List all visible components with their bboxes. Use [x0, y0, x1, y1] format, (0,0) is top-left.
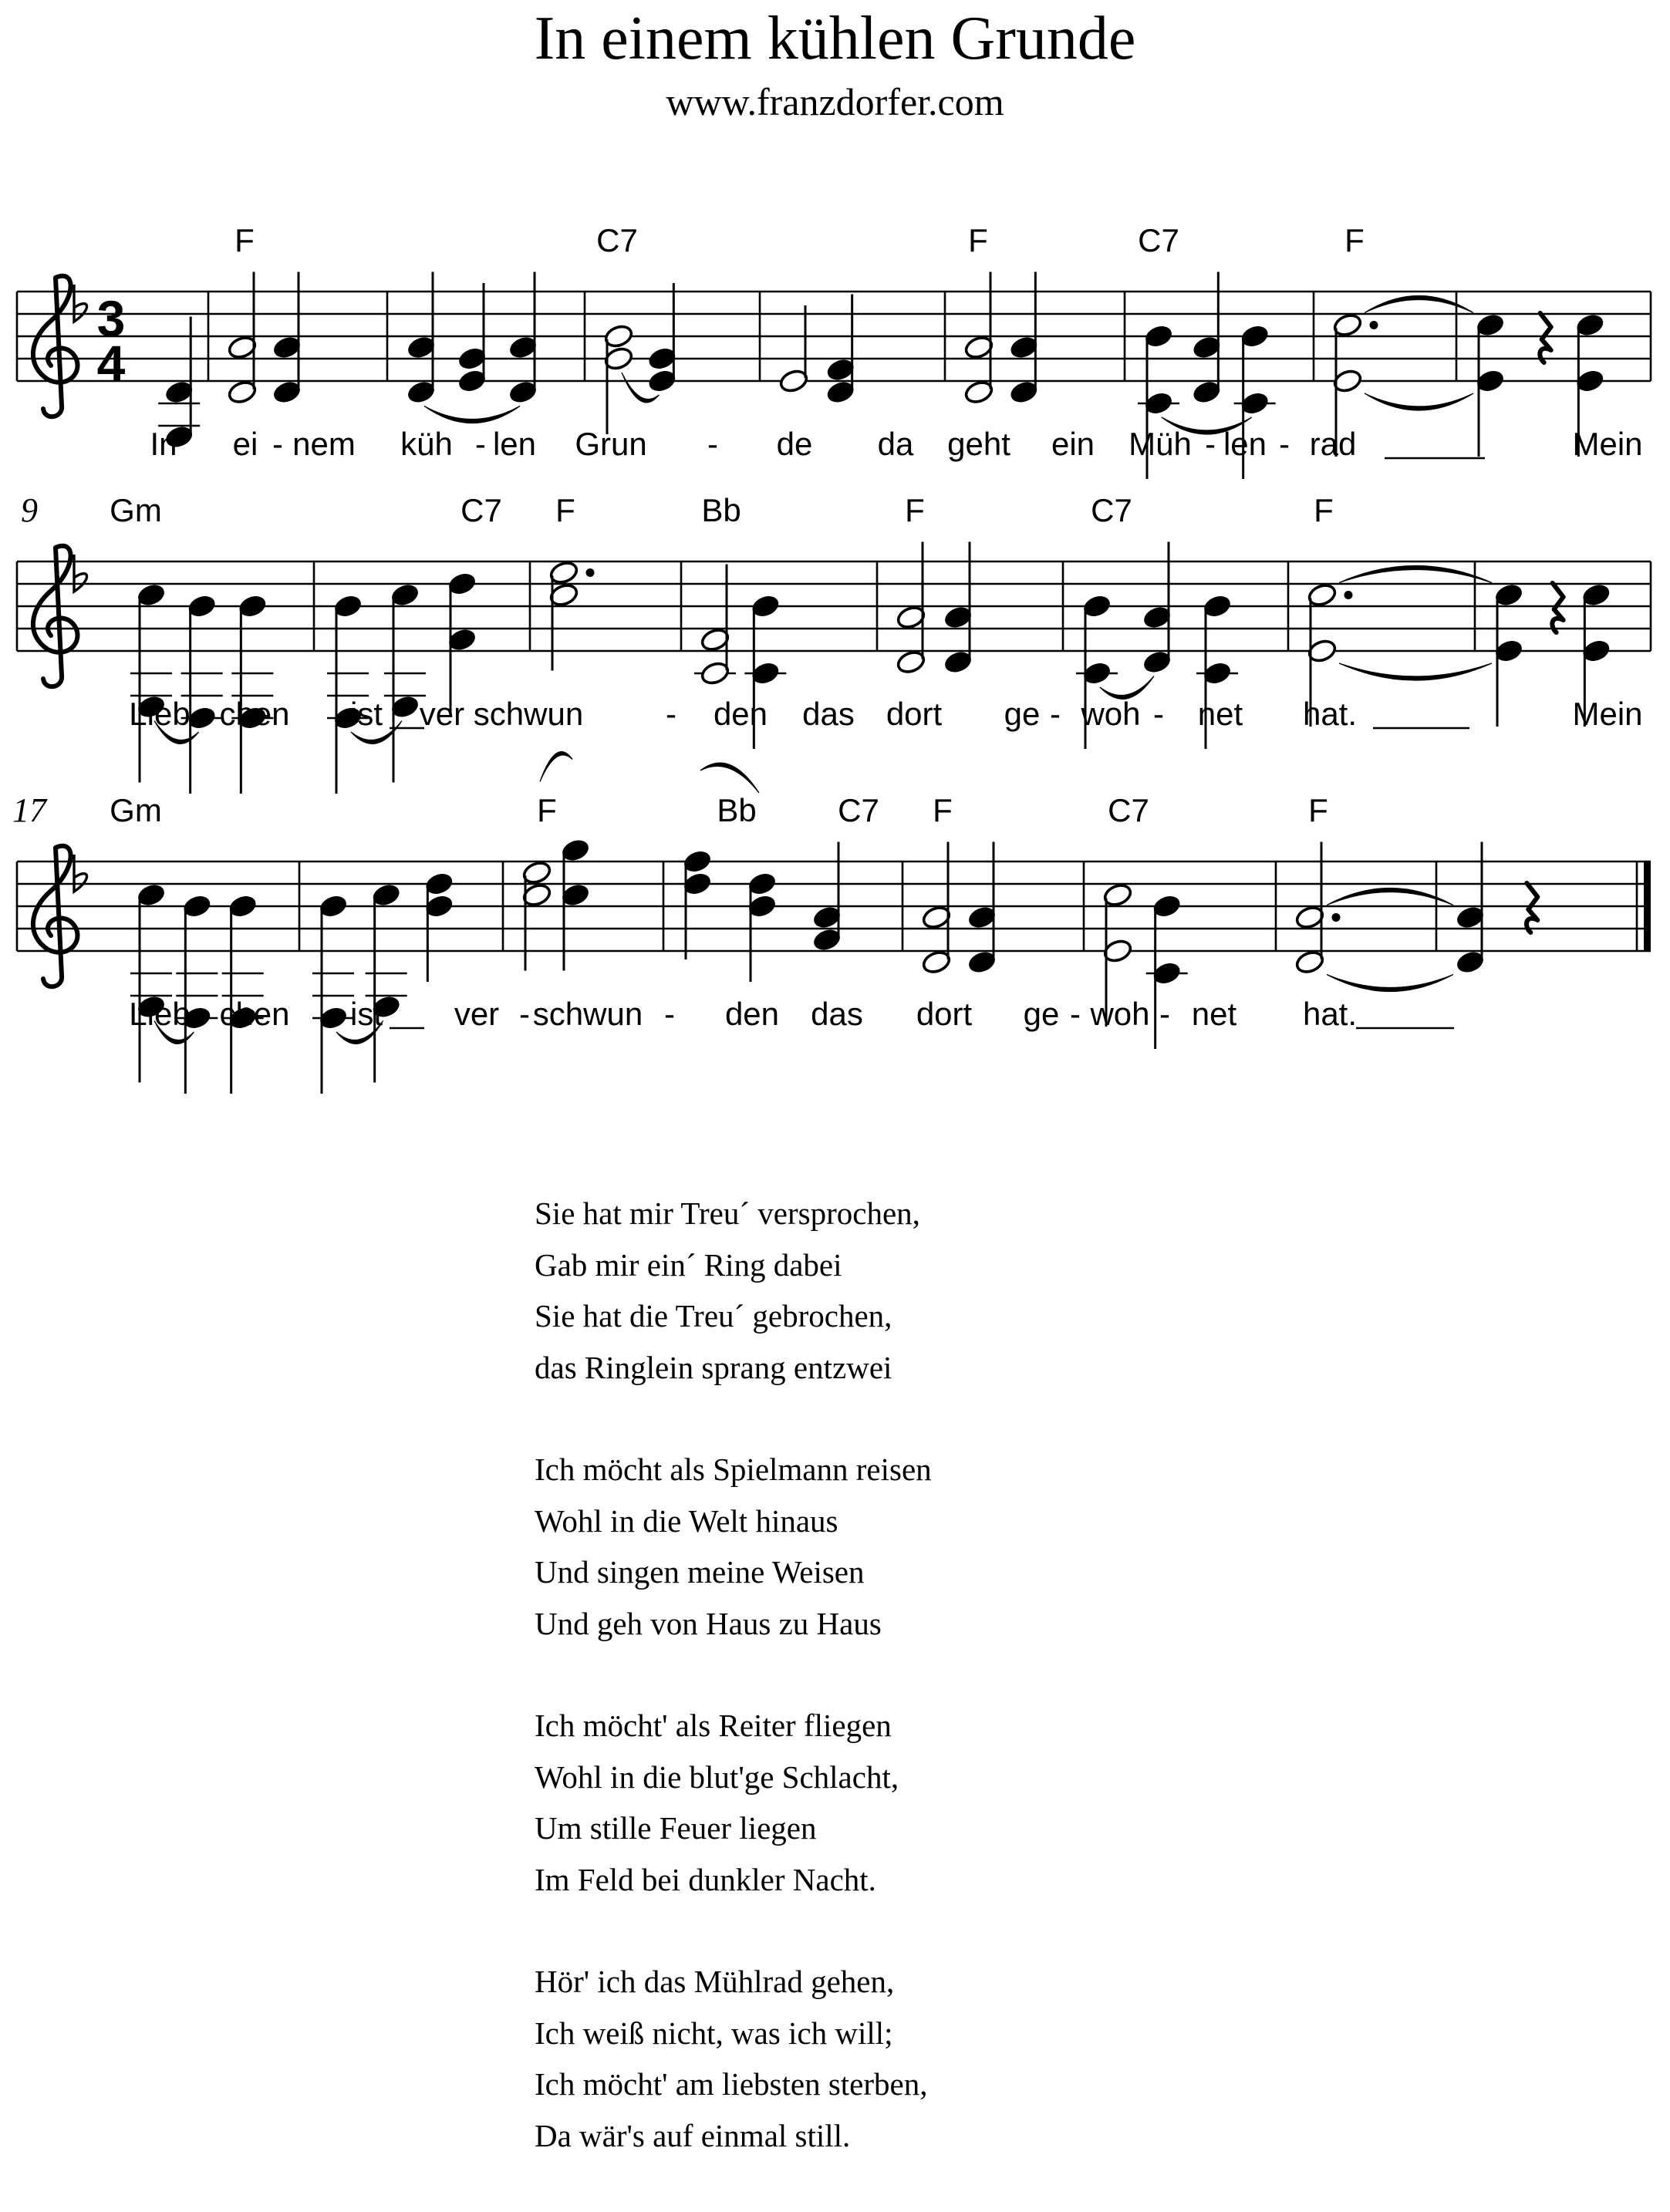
lyric-syllable: nem — [292, 426, 356, 462]
lyric-syllable: len — [492, 426, 537, 462]
lyric-hyphen: - — [1153, 696, 1164, 732]
lyric-syllable: hat. — [1302, 996, 1358, 1032]
lyric-hyphen: - — [1050, 696, 1061, 732]
verse-line: Sie hat mir Treu´ versprochen, — [535, 1195, 920, 1231]
augmentation-dot — [1344, 591, 1353, 599]
lyric-syllable: Mein — [1572, 696, 1643, 732]
lyric-syllable: ver schwun — [419, 696, 584, 732]
slur — [700, 763, 759, 793]
chord-symbol: Bb — [717, 792, 757, 828]
lyric-syllable: schwun — [532, 996, 643, 1032]
quarter-rest — [1552, 583, 1563, 632]
chord-symbol: F — [968, 222, 988, 258]
treble-clef-icon — [33, 846, 78, 986]
flat-icon — [74, 285, 87, 322]
treble-clef-stroke — [33, 276, 78, 416]
lyric-syllable: dort — [916, 996, 973, 1032]
augmentation-dot — [1332, 913, 1341, 922]
verse-line: Und singen meine Weisen — [535, 1554, 865, 1590]
verse-line: Ich möcht' als Reiter fliegen — [535, 1708, 892, 1743]
lyric-hyphen: - — [1070, 996, 1081, 1032]
lyric-syllable: Lieb — [129, 696, 191, 732]
treble-clef-stroke — [33, 846, 78, 986]
lyric-hyphen: - — [475, 426, 486, 462]
lyric-syllable: Lieb — [129, 996, 191, 1032]
lyric-syllable: rad — [1309, 426, 1357, 462]
chord-symbol: F — [537, 792, 557, 828]
treble-clef-icon — [33, 546, 78, 686]
lyric-syllable: Mein — [1572, 426, 1643, 462]
augmentation-dot — [586, 568, 595, 577]
website-subtitle: www.franzdorfer.com — [666, 80, 1004, 123]
lyric-hyphen: - — [1205, 426, 1216, 462]
chord-symbol: C7 — [596, 222, 638, 258]
time-signature-numerator: 3 — [96, 290, 126, 347]
verse-line: Und geh von Haus zu Haus — [535, 1605, 882, 1641]
chord-symbol: F — [555, 492, 575, 528]
verse-line: Wohl in die Welt hinaus — [535, 1502, 838, 1539]
lyric-syllable: da — [877, 426, 914, 462]
chord-symbol: F — [234, 222, 255, 258]
lyric-hyphen: - — [199, 696, 210, 732]
verse-stanza-4 — [535, 1956, 932, 2161]
lyric-hyphen: - — [1159, 996, 1170, 1032]
lyric-syllable: den — [724, 996, 780, 1032]
lyric-hyphen: - — [272, 426, 283, 462]
tie — [1327, 889, 1453, 905]
chord-symbol: C7 — [1091, 492, 1132, 528]
lyric-syllable: küh — [400, 426, 453, 462]
treble-clef-stroke — [33, 546, 78, 686]
lyric-syllable: chen — [219, 696, 290, 732]
lyric-syllable: net — [1197, 696, 1243, 732]
verse-line: Gab mir ein´ Ring dabei — [535, 1246, 842, 1283]
verse-line: Um stille Feuer liegen — [535, 1810, 817, 1846]
verse-line: Hör' ich das Mühlrad gehen, — [535, 1964, 895, 1999]
lyric-hyphen: - — [707, 426, 718, 462]
chord-symbol: C7 — [1108, 792, 1149, 828]
lyric-syllable: chen — [219, 996, 290, 1032]
chord-symbol: F — [1344, 222, 1365, 258]
chord-symbol: F — [1308, 792, 1328, 828]
lyric-syllable: dort — [886, 696, 943, 732]
lyric-syllable: ei — [232, 426, 258, 462]
lyric-hyphen: - — [519, 996, 530, 1032]
lyric-syllable: In — [150, 426, 177, 462]
lyric-syllable: ein — [1051, 426, 1095, 462]
verse-stanza-3 — [535, 1700, 932, 1905]
verse-line: Ich möcht' am liebsten sterben, — [535, 2066, 928, 2102]
lyric-syllable: woh — [1090, 996, 1150, 1032]
verse-line: Da wär's auf einmal still. — [535, 2117, 851, 2153]
chord-symbol: C7 — [461, 492, 502, 528]
lyric-syllable: len — [1223, 426, 1267, 462]
lyric-syllable: ist — [350, 696, 383, 732]
lyric-syllable: net — [1191, 996, 1237, 1032]
lyric-hyphen: - — [1279, 426, 1290, 462]
verse-line: Ich möcht als Spielmann reisen — [535, 1452, 932, 1487]
flat-icon — [74, 855, 87, 892]
lyric-syllable: das — [802, 696, 855, 732]
chord-symbol: F — [905, 492, 925, 528]
lyric-syllable: woh — [1081, 696, 1141, 732]
lyric-syllable: das — [811, 996, 863, 1032]
chord-symbol: Gm — [110, 492, 162, 528]
chord-symbol: F — [933, 792, 953, 828]
chord-symbol: Gm — [110, 792, 162, 828]
lyric-syllable: de — [776, 426, 813, 462]
verse-line: Wohl in die blut'ge Schlacht, — [535, 1758, 899, 1795]
final-barline-thick — [1644, 862, 1651, 951]
tie — [1339, 663, 1492, 680]
verse-line: das Ringlein sprang entzwei — [535, 1349, 892, 1385]
lyric-syllable: geht — [947, 426, 1010, 462]
tie — [1339, 566, 1492, 583]
slur — [424, 406, 520, 423]
chord-symbol: F — [1314, 492, 1334, 528]
treble-clef-icon — [33, 276, 78, 416]
tie — [1327, 975, 1453, 992]
verse-stanza-1 — [535, 1188, 932, 1393]
verses-block — [535, 1188, 932, 2212]
chord-symbol: C7 — [1138, 222, 1179, 258]
tie — [1365, 393, 1473, 410]
verse-line: Ich weiß nicht, was ich will; — [535, 2015, 893, 2051]
verse-stanza-2 — [535, 1444, 932, 1649]
chord-symbol: C7 — [838, 792, 879, 828]
lyric-hyphen: - — [666, 696, 676, 732]
lyric-syllable: ge — [1004, 696, 1041, 732]
time-signature-denominator: 4 — [96, 335, 126, 392]
augmentation-dot — [1370, 321, 1378, 329]
quarter-rest — [1527, 883, 1537, 932]
lyric-syllable: ver — [454, 996, 500, 1032]
lyric-syllable: den — [713, 696, 768, 732]
verse-line: Sie hat die Treu´ gebrochen, — [535, 1298, 892, 1334]
verse-line: Im Feld bei dunkler Nacht. — [535, 1861, 876, 1897]
flat-icon — [74, 555, 87, 592]
lyric-syllable: hat. — [1302, 696, 1358, 732]
lyric-hyphen: - — [199, 996, 210, 1032]
chord-symbol: Bb — [701, 492, 741, 528]
quarter-rest — [1540, 313, 1550, 362]
lyric-syllable: ist — [350, 996, 383, 1032]
measure-number: 17 — [12, 791, 46, 829]
lyric-syllable: Grun — [575, 426, 647, 462]
lyric-hyphen: - — [664, 996, 675, 1032]
lyric-syllable: ge — [1023, 996, 1060, 1032]
slur — [540, 752, 572, 782]
measure-number: 9 — [21, 491, 38, 529]
page-title: In einem kühlen Grunde — [534, 5, 1136, 72]
lyric-syllable: Müh — [1129, 426, 1192, 462]
